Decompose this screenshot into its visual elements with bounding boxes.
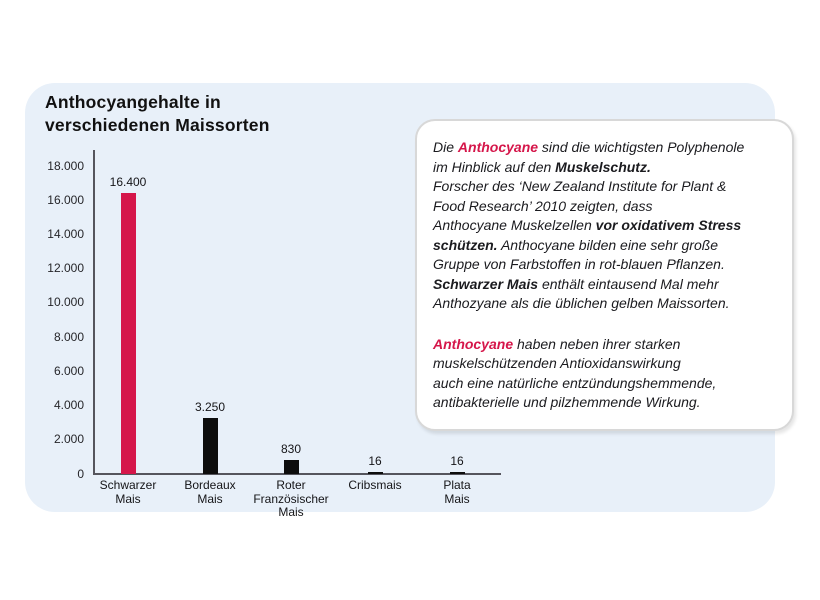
bar — [121, 193, 136, 474]
y-tick-label: 8.000 — [53, 329, 84, 344]
text-segment: sind die wichtigsten Polyphenole — [538, 139, 745, 155]
text-segment: Schwarzer Mais — [433, 275, 539, 292]
text-segment: vor oxidativem Stress — [595, 217, 742, 233]
text-segment: Anthocyane bilden eine sehr große — [497, 236, 719, 253]
text-segment: Muskelschutz. — [555, 158, 651, 175]
chart-title-line2: verschiedenen Maissorten — [45, 115, 270, 135]
bar — [203, 418, 218, 474]
text-segment: Anthozyane als die üblichen gelben Maissorten. — [433, 295, 730, 311]
text-segment: Gruppe von Farbstoffen in rot-blauen Pflanzen. — [433, 256, 725, 272]
category-label-line: Mais — [115, 491, 141, 506]
category-label-line: Plata — [443, 478, 471, 492]
y-tick-label: 16.000 — [47, 192, 84, 207]
text-segment: Anthocyane Muskelzellen — [433, 217, 596, 233]
bar-value-label: 16.400 — [109, 175, 147, 189]
category-label-line: Schwarzer — [99, 478, 157, 492]
category-label-line: Cribsmais — [348, 478, 402, 492]
infobox-text-line — [433, 216, 778, 236]
category-label-line: Bordeaux — [184, 478, 236, 492]
y-tick-label: 18.000 — [47, 158, 84, 173]
infobox-text-line — [433, 374, 778, 394]
bar-value-label: 16 — [450, 454, 464, 468]
text-segment: enthält eintausend Mal mehr — [538, 275, 719, 292]
infobox-text-line — [433, 294, 778, 314]
text-segment: schützen. — [433, 236, 498, 253]
category-label-line: Mais — [197, 491, 223, 506]
infobox-text-line — [433, 255, 778, 275]
category-label — [402, 479, 512, 506]
text-segment: antibakterielle und pilzhemmende Wirkung. — [433, 394, 701, 410]
infobox-text-line — [433, 138, 778, 158]
y-tick-label: 12.000 — [47, 261, 84, 276]
text-segment: muskelschützenden Antioxidanswirkung — [433, 355, 681, 371]
infobox-text-line — [433, 197, 778, 217]
text-segment: Die — [433, 139, 458, 155]
chart-title-line1: Anthocyangehalte in — [45, 92, 221, 112]
category-label-line: Mais — [278, 505, 304, 519]
y-axis-line — [93, 150, 95, 474]
text-segment: Forscher des ‘New Zealand Institute for Plant & — [433, 178, 727, 194]
y-tick-label: 14.000 — [47, 226, 84, 241]
y-tick-label: 2.000 — [53, 432, 84, 447]
bar — [284, 460, 299, 474]
bar-value-label: 830 — [280, 442, 302, 456]
info-box — [415, 119, 794, 431]
accent-text: Anthocyane — [457, 139, 539, 155]
infobox-text-line — [433, 177, 778, 197]
text-segment: im Hinblick auf den — [433, 158, 556, 175]
bar-value-label: 3.250 — [194, 400, 226, 414]
text-segment: auch eine natürliche entzündungshemmende, — [433, 374, 717, 391]
infobox-text-line — [433, 158, 778, 178]
infobox-text-line — [433, 335, 778, 355]
info-box-content — [417, 121, 792, 413]
infobox-text-line — [433, 354, 778, 374]
bar — [368, 472, 383, 474]
text-segment: Food Research’ 2010 zeigten, dass — [433, 197, 653, 214]
y-tick-label: 0 — [77, 466, 84, 481]
infobox-paragraph — [433, 335, 778, 413]
accent-text: Anthocyane — [433, 335, 514, 352]
category-label-line: Französischer — [253, 491, 329, 506]
bar — [450, 472, 465, 474]
y-tick-label: 4.000 — [53, 398, 84, 413]
y-tick-label: 10.000 — [47, 295, 84, 310]
infobox-paragraph — [433, 138, 778, 314]
category-label-line: Mais — [444, 491, 470, 506]
infobox-text-line — [433, 236, 778, 256]
infobox-text-line — [433, 275, 778, 295]
y-tick-label: 6.000 — [53, 363, 84, 378]
category-label-line: Roter — [276, 478, 306, 492]
bar-value-label: 16 — [368, 454, 382, 468]
infobox-text-line — [433, 393, 778, 413]
text-segment: haben neben ihrer starken — [513, 335, 681, 352]
